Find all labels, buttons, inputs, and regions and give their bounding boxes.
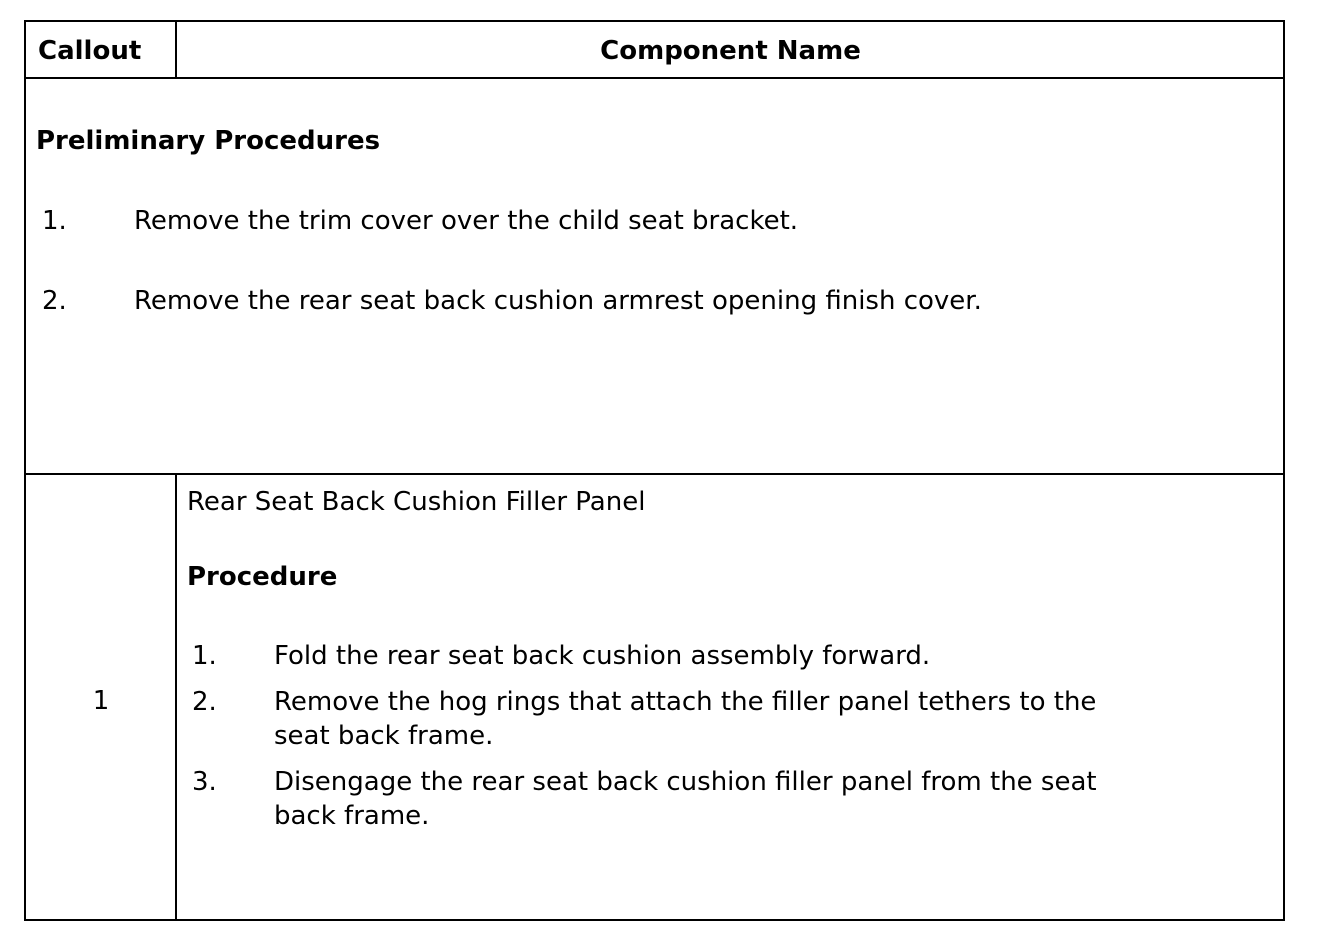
procedure-step-number: 1. [192,641,217,671]
preliminary-step-text: Remove the trim cover over the child seat bracket. [134,206,799,236]
callout-number: 1 [92,686,110,716]
procedure-step-text: Remove the hog rings that attach the filler panel tethers to the [274,687,1097,717]
procedure-step-number: 2. [192,687,217,717]
procedure-step-text-continued: back frame. [274,801,430,831]
component-name: Rear Seat Back Cushion Filler Panel [187,487,646,517]
procedure-step-text: Disengage the rear seat back cushion filler panel from the seat [274,767,1097,797]
preliminary-step-text: Remove the rear seat back cushion armrest opening finish cover. [134,286,982,316]
procedure-step-text: Fold the rear seat back cushion assembly forward. [274,641,931,671]
procedure-title: Procedure [187,562,338,592]
procedure-step-number: 3. [192,767,217,797]
procedure-step-text-continued: seat back frame. [274,721,494,751]
procedure-table [24,20,1285,921]
callout-column-header: Callout [38,36,142,66]
preliminary-divider [26,473,1283,475]
header-divider [26,77,1283,79]
preliminary-step-number: 2. [42,286,67,316]
component-column-header: Component Name [600,36,861,66]
preliminary-procedures-title: Preliminary Procedures [36,126,381,156]
preliminary-step-number: 1. [42,206,67,236]
